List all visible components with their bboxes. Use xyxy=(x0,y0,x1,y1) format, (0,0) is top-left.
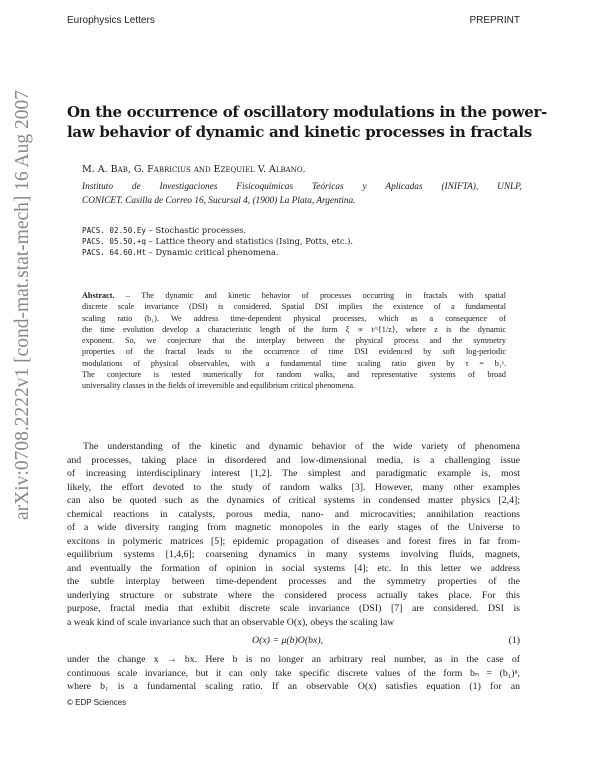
preprint-label: PREPRINT xyxy=(469,15,520,26)
journal-name: Europhysics Letters xyxy=(67,15,155,26)
affiliation-line: Instituto de Investigaciones Fisicoquímicas Teóricas y Aplicadas (INIFTA), UNLP, xyxy=(82,182,522,192)
abstract-line: The conjecture is tested numerically for random walks, and representative systems of broad xyxy=(82,370,506,380)
affiliation-line: CONICET. Casilla de Correo 16, Sucursal 4, (1900) La Plata, Argentina. xyxy=(82,196,356,206)
body-line: a weak kind of scale invariance such that an observable O(x), obeys the scaling law xyxy=(67,616,395,628)
pacs-desc: – Dynamic critical phenomena. xyxy=(146,247,279,257)
abstract-line: discrete scale invariance (DSI) is considered. Spatial DSI implies the existence of a fundamental xyxy=(82,302,506,312)
pacs-code: PACS. 64.60.Ht xyxy=(82,248,147,257)
body-line: and eventually the formation of opinion in social systems [4]; etc. In this letter we address xyxy=(67,562,520,574)
body-line: excitons in polymeric matrices [5]; epidemic propagation of diseases and forest fires in far from- xyxy=(67,535,520,547)
body-text xyxy=(67,440,520,629)
abstract-line: the time evolution develop a characteristic length of the form ξ ∝ t^{1/z}, where z is the dynamic xyxy=(82,324,506,334)
pacs-desc: – Stochastic processes. xyxy=(146,225,247,235)
title-line: On the occurrence of oscillatory modulations in the power- xyxy=(67,103,547,121)
arxiv-stamp: arXiv:0708.2222v1 [cond-mat.stat-mech] 16 Aug 2007 xyxy=(12,90,33,520)
body-line: The understanding of the kinetic and dynamic behavior of the wide variety of phenomena xyxy=(83,441,520,452)
body-line: purpose, fractal media that exhibit discrete scale invariance (DSI) [7] are considered. DSI is xyxy=(67,603,520,614)
body-line: and processes, taking place in disordered and low-dimensional media, is a challenging issue xyxy=(67,454,520,466)
body-line: the subtle interplay between time-dependent processes and the symmetry properties of the xyxy=(67,576,520,587)
body-line: equilibrium systems [1,4,6]; coarsening dynamics in many systems involving fluids, magnets, xyxy=(67,549,520,560)
pacs-desc: – Lattice theory and statistics (Ising, Potts, etc.). xyxy=(146,236,354,246)
equation-formula: O(x) = μ(b)O(bx), xyxy=(252,635,324,646)
copyright: © EDP Sciences xyxy=(67,698,127,707)
body-line: where b₁ is a fundamental scaling ratio. If an observable O(x) satisfies equation (1) for an xyxy=(67,681,520,692)
abstract-line: – The dynamic and kinetic behavior of processes occurring in fractals with spatial xyxy=(114,291,506,300)
pacs-entry xyxy=(82,225,502,236)
equation-number: (1) xyxy=(508,635,520,646)
abstract-line: scaling ratio (b₁). We address time-dependent physical processes, which as a consequence of xyxy=(82,313,506,323)
abstract-label: Abstract. xyxy=(82,291,115,300)
abstract-line: properties of the fractal leads to the occurrence of time DSI evidenced by soft log-periodic xyxy=(82,347,506,357)
body-line: of increasing interdisciplinary interest [1,2]. The simplest and paradigmatic example is, most xyxy=(67,468,520,479)
pacs-entry xyxy=(82,236,502,247)
abstract-line: modulations of physical observables, with a fundamental time scaling ratio given by τ = b₁ᶻ. xyxy=(82,358,506,368)
body-text-continued xyxy=(67,653,520,694)
pacs-code: PACS. 02.50.Ey xyxy=(82,226,147,235)
abstract-line: universality classes in the fields of irreversible and equilibrium critical phenomena. xyxy=(82,381,356,391)
affiliation xyxy=(82,180,522,208)
paper-title xyxy=(67,102,547,142)
pacs-code: PACS. 05.50.+q xyxy=(82,237,147,246)
pacs-entry xyxy=(82,247,502,258)
body-line: likely, the effort devoted to the study of random walks [3]. However, many other examples xyxy=(67,481,520,493)
body-line: under the change x → bx. Here b is no longer an arbitrary real number, as in the case of xyxy=(67,654,520,665)
abstract-line: exponent. So, we conjecture that the interplay between the physical process and the symmetry xyxy=(82,336,506,346)
abstract xyxy=(82,290,506,392)
equation-1 xyxy=(67,634,520,647)
body-line: continuous scale invariance, but it can only take specific discrete values of the form bₙ = (b₁)ⁿ, xyxy=(67,667,520,679)
body-line: can also be quoted such as the dynamics of critical systems in condensed matter physics [2,4]; xyxy=(67,495,520,506)
authors: M. A. Bab, G. Fabricius and Ezequiel V. Albano. xyxy=(82,164,306,175)
body-line: chemical reactions in catalysts, porous media, nano- and microcavities; annihilation reactions xyxy=(67,508,520,520)
title-line: law behavior of dynamic and kinetic processes in fractals xyxy=(67,123,532,141)
body-line: of a wide diversity ranging from magnetic monopoles in the early stages of the Universe to xyxy=(67,522,520,533)
body-line: underlying structure or substrate where the considered process actually takes place. For this xyxy=(67,589,520,601)
